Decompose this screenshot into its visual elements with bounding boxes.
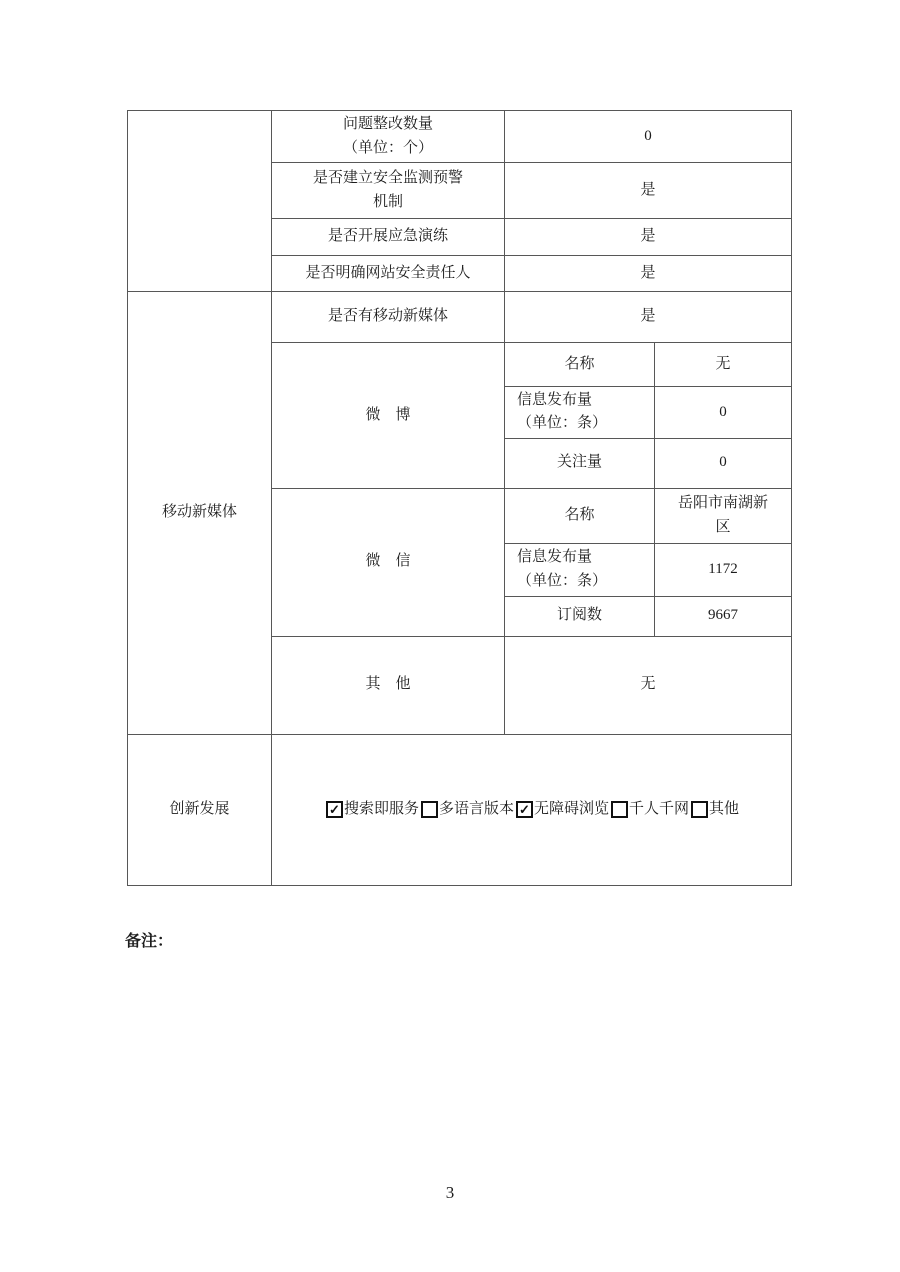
other-media-label: 其 他	[272, 636, 505, 734]
innovation-options	[276, 798, 787, 821]
security-officer-value: 是	[505, 256, 792, 292]
other-media-value: 无	[505, 636, 792, 734]
monitor-warning-label-line2: 机制	[372, 193, 403, 210]
innovation-option	[514, 798, 609, 821]
monitor-warning-label	[272, 163, 505, 219]
innovation-option	[324, 798, 419, 821]
table-row	[128, 734, 792, 885]
weibo-name-value: 无	[655, 343, 792, 387]
wechat-posts-label	[505, 543, 655, 596]
monitor-warning-value: 是	[505, 163, 792, 219]
emergency-drill-value: 是	[505, 219, 792, 256]
issue-rectification-label-line1: 问题整改数量	[342, 116, 433, 133]
checkbox-checked-icon: ✓	[326, 801, 343, 818]
checkbox-unchecked-icon	[691, 801, 708, 818]
innovation-option-label: 千人千网	[629, 800, 690, 817]
wechat-posts-label-line1: 信息发布量	[517, 549, 593, 566]
innovation-options-cell	[272, 734, 792, 885]
checkbox-unchecked-icon	[421, 801, 438, 818]
section-mobile-media-label: 移动新媒体	[128, 292, 272, 735]
weibo-posts-label	[505, 387, 655, 439]
annual-report-table	[127, 110, 792, 886]
page-number: 3	[445, 1183, 455, 1202]
wechat-posts-label-line2: （单位：条）	[517, 572, 608, 589]
has-mobile-media-label: 是否有移动新媒体	[272, 292, 505, 343]
innovation-option	[689, 798, 739, 821]
wechat-subscribers-label: 订阅数	[505, 596, 655, 636]
wechat-subscribers-value: 9667	[655, 596, 792, 636]
table-row	[128, 292, 792, 343]
checkbox-unchecked-icon	[611, 801, 628, 818]
innovation-option	[609, 798, 689, 821]
innovation-option	[419, 798, 514, 821]
monitor-warning-label-line1: 是否建立安全监测预警	[312, 170, 463, 187]
issue-rectification-label-line2: （单位：个）	[342, 139, 433, 156]
innovation-option-label: 其他	[709, 800, 740, 817]
section-cell-continued-empty	[128, 111, 272, 292]
weibo-followers-value: 0	[655, 438, 792, 488]
weibo-posts-value: 0	[655, 387, 792, 439]
weibo-name-label: 名称	[505, 343, 655, 387]
issue-rectification-label	[272, 111, 505, 163]
weibo-posts-label-line1: 信息发布量	[517, 392, 593, 408]
wechat-name-label: 名称	[505, 488, 655, 543]
weibo-label: 微 博	[272, 343, 505, 489]
weibo-posts-label-line2: （单位：条）	[517, 415, 608, 432]
innovation-option-label: 搜索即服务	[343, 800, 419, 817]
emergency-drill-label: 是否开展应急演练	[272, 219, 505, 256]
section-innovation-label: 创新发展	[128, 734, 272, 885]
weibo-followers-label: 关注量	[505, 438, 655, 488]
wechat-posts-value: 1172	[655, 543, 792, 596]
security-officer-label: 是否明确网站安全责任人	[272, 256, 505, 292]
has-mobile-media-value: 是	[505, 292, 792, 343]
notes-label: 备注：	[125, 933, 174, 950]
wechat-label: 微 信	[272, 488, 505, 636]
wechat-name-value	[655, 488, 792, 543]
table-row	[128, 111, 792, 163]
issue-rectification-value: 0	[505, 111, 792, 163]
innovation-option-label: 无障碍浏览	[533, 800, 609, 817]
checkbox-checked-icon: ✓	[516, 801, 533, 818]
innovation-option-label: 多语言版本	[438, 800, 514, 817]
wechat-name-value-text: 岳阳市南湖新区	[677, 495, 768, 536]
